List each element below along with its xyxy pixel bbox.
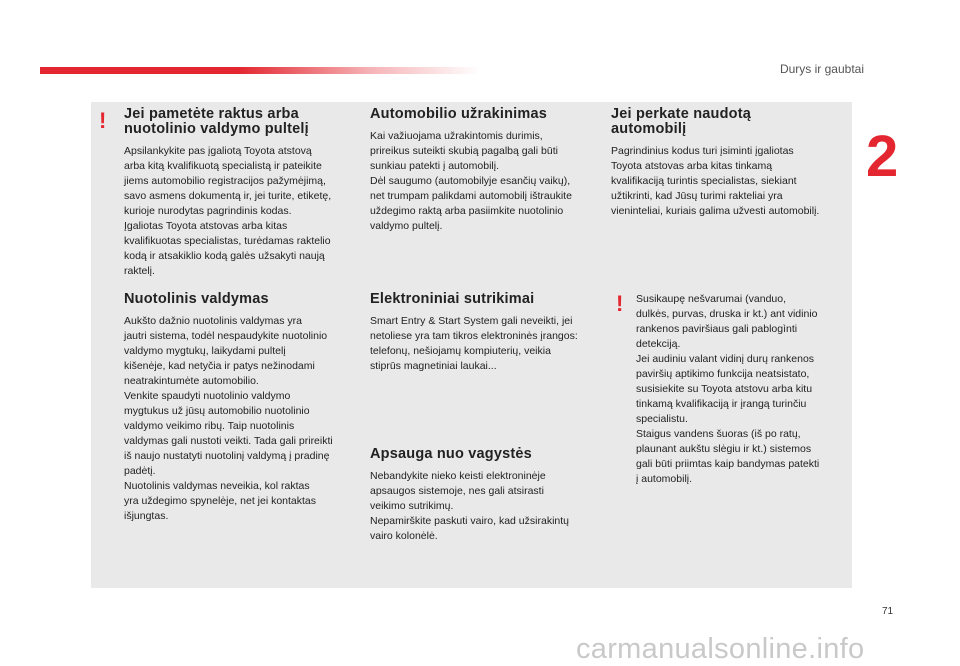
header-accent-bar <box>40 67 480 74</box>
electronic-faults-block <box>370 292 605 374</box>
page-number: 71 <box>882 606 894 617</box>
used-car-text: Pagrindinius kodus turi įsiminti įgaliotas Toyota atstovas arba kitas tinkamą kvalifikaciją turintis specialistas, siekiant užtikrinti, kad Jūsų turimi rakteliai yra vieninteliai, kuriais galima užvesti automobilį. <box>611 145 820 217</box>
locking-title: Automobilio užrakinimas <box>370 106 548 122</box>
remote-control-text: Aukšto dažnio nuotolinis valdymas yra jautri sistema, todėl nespaudykite nuotolinio valdymo mygtukų, laikydami pultelį kišenėje, kad netyčia ir patys nežinodami neatrakintumėte automobilio. Venkite spaudyti nuotolinio valdymo mygtukus už jūsų automobilio nuotolinio valdymo veikimo ribų. Taip nuotolinis valdymas gali nustoti veikti. Tada gali prireikti iš naujo nustatyti nuotolinį valdymą į pradinę padėtį. Nuotolinis valdymas neveikia, kol raktas yra uždegimo spynelėje, net jei kontaktas išjungtas. <box>124 315 333 522</box>
section-title: Durys ir gaubtai <box>779 62 864 76</box>
anti-theft-text: Nebandykite nieko keisti elektroninėje apsaugos sistemoje, nes gali atsirasti veikimo sutrikimų. Nepamirškite paskuti vairo, kad užsirakintų vairo kolonėlė. <box>370 470 569 542</box>
dirt-warning-text: Susikaupę nešvarumai (vanduo, dulkės, purvas, druska ir kt.) ant vidinio rankenos paviršiaus gali pablogìnti detekciją. Jei audiniu valant vidinį durų rankenos paviršių aptikimo funkcija neatsistato, susisiekite su Toyota atstovu arba kitu tinkamą kvalifikaciją ir įrangą turinčiu specialistu. Staigus vandens šuoras (iš po ratų, plaunant aukštu slėgiu ir kt.) sistemos gali būti priimtas kaip bandymas patekti į automobilį. <box>636 293 820 485</box>
used-car-title: Jei perkate naudotą automobilį <box>611 106 751 137</box>
remote-control-block <box>124 292 359 524</box>
exclamation-icon: ! <box>616 291 624 316</box>
locking-block <box>370 107 602 234</box>
electronic-faults-text: Smart Entry & Start System gali neveikti, jei netoliese yra tam tikros elektroninės įrangos: telefonų, nešiojamų kompiuterių, veikia stiprūs magnetiniai laukai... <box>370 315 578 372</box>
exclamation-icon: ! <box>99 108 107 133</box>
electronic-faults-title: Elektroniniai sutrikimai <box>370 291 535 307</box>
anti-theft-title: Apsauga nuo vagystės <box>370 446 532 462</box>
watermark: carmanualsonline.info <box>576 633 865 665</box>
dirt-warning-block <box>636 292 846 487</box>
used-car-block <box>611 107 846 219</box>
lost-keys-text: Apsilankykite pas įgaliotą Toyota atstovą arba kitą kvalifikuotą specialistą ir pateikite jiems automobilio registracijos pažymėjimą, savo asmens dokumentą ir, jei turite, etiketę, kurioje nurodytas pagrindinis kodas. Įgaliotas Toyota atstovas arba kitas kvalifikuotas specialistas, turėdamas raktelio kodą ir atsakiklio kodą galės užsakyti naują raktelį. <box>124 145 332 277</box>
anti-theft-block <box>370 447 602 544</box>
lost-keys-block <box>124 107 354 279</box>
lost-keys-title: Jei pametėte raktus arba nuotolinio valdymo pultelį <box>124 106 309 137</box>
chapter-number: 2 <box>866 124 899 189</box>
remote-control-title: Nuotolinis valdymas <box>124 291 269 307</box>
locking-text: Kai važiuojama užrakintomis durimis, prireikus suteikti skubią pagalbą gali būti sunkiau patekti į automobilį. Dėl saugumo (automobilyje esančių vaikų), net trumpam palikdami automobilį ištraukite uždegimo raktą arba pasiimkite nuotolinio valdymo pultelį. <box>370 130 572 232</box>
